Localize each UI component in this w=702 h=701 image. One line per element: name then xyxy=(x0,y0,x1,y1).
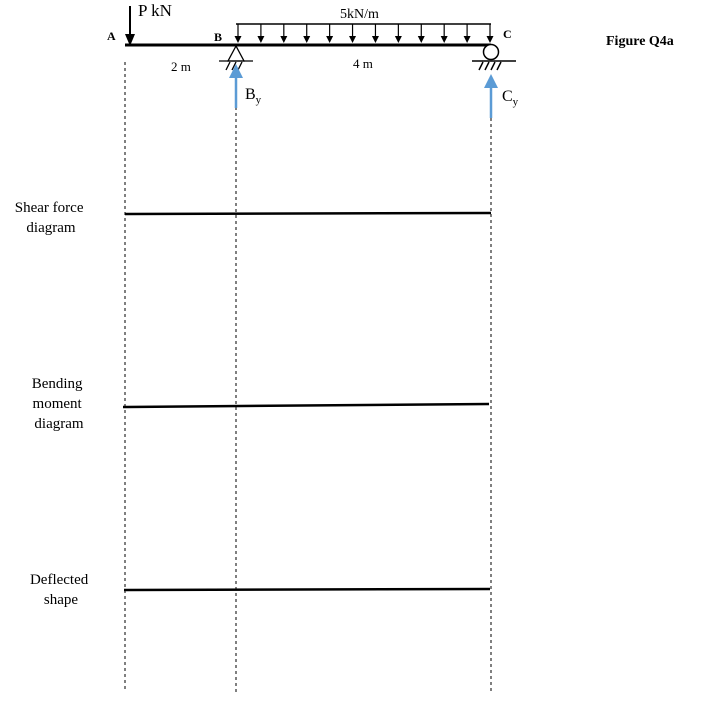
span-label-bc: 4 m xyxy=(353,56,373,71)
reaction-arrow-c xyxy=(484,74,498,118)
udl-arrow xyxy=(349,24,356,43)
bending-moment-label: Bending moment diagram xyxy=(31,376,84,432)
udl-arrow xyxy=(235,24,242,43)
distributed-load xyxy=(235,24,494,43)
point-load-arrow xyxy=(125,6,135,46)
shear-force-label: Shear force diagram xyxy=(14,200,84,236)
point-load-label: P kN xyxy=(138,1,172,20)
node-label-c: C xyxy=(503,27,512,41)
udl-label: 5kN/m xyxy=(340,7,379,22)
udl-arrow xyxy=(326,24,333,43)
span-label-ab: 2 m xyxy=(171,59,191,74)
udl-arrow xyxy=(257,24,264,43)
udl-arrow xyxy=(372,24,379,43)
udl-arrow xyxy=(418,24,425,43)
deflected-shape-label: Deflected shape xyxy=(29,572,89,608)
figure-caption: Figure Q4a xyxy=(606,34,674,49)
node-label-b: B xyxy=(214,30,223,44)
udl-arrow xyxy=(395,24,402,43)
guide-lines xyxy=(125,62,491,692)
udl-arrows xyxy=(235,24,494,43)
udl-arrow xyxy=(280,24,287,43)
roller-support-c xyxy=(472,45,516,71)
reaction-arrow-b xyxy=(229,64,243,108)
reaction-label-c: $C_y$ xyxy=(502,88,519,108)
deflected-shape-baseline xyxy=(124,589,490,590)
bending-moment-baseline xyxy=(123,404,489,407)
shear-force-baseline xyxy=(125,213,491,214)
udl-arrow xyxy=(441,24,448,43)
reaction-label-b: $B_y$ xyxy=(245,86,262,106)
node-label-a: A xyxy=(107,29,116,43)
udl-arrow xyxy=(303,24,310,43)
udl-arrow xyxy=(487,24,494,43)
udl-arrow xyxy=(464,24,471,43)
